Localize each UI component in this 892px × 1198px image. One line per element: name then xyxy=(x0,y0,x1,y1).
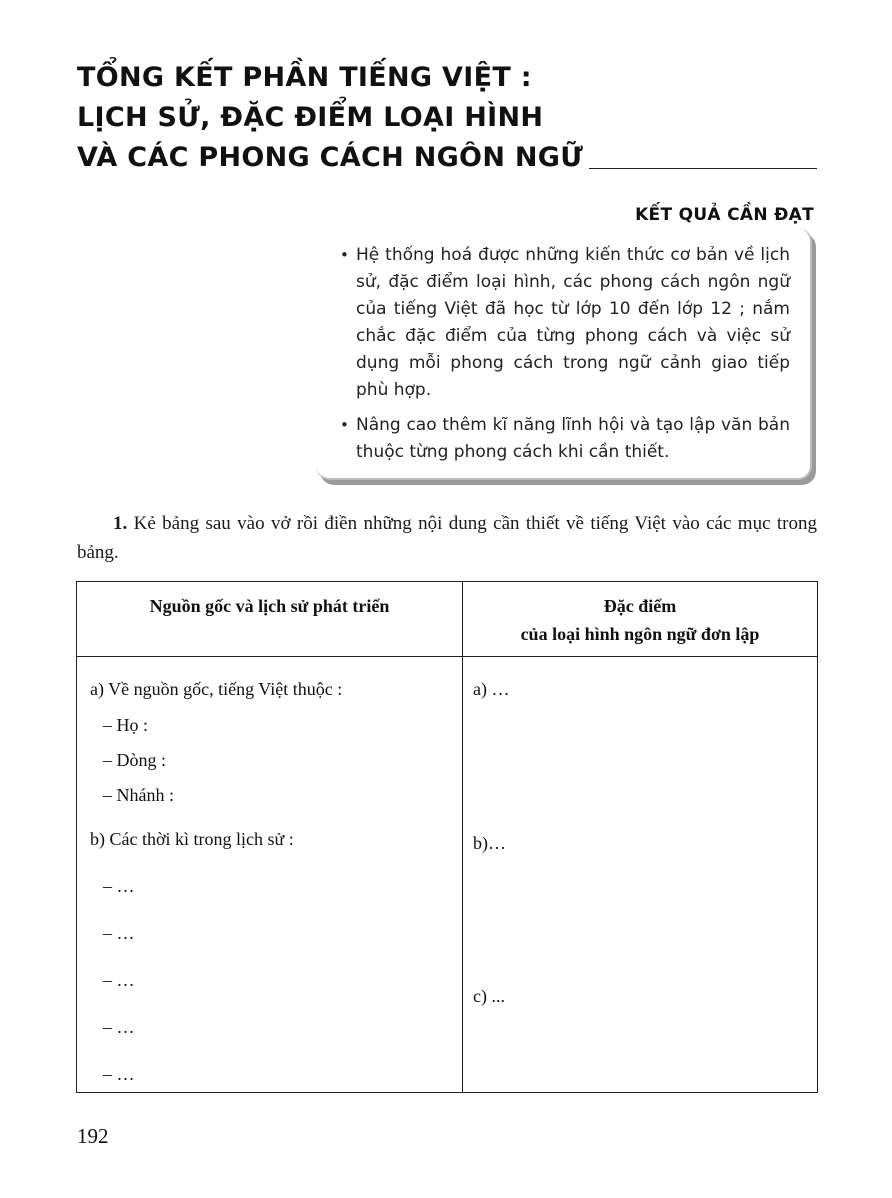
exercise-number: 1. xyxy=(113,513,128,534)
header-origin-history xyxy=(77,592,462,620)
header-right-line2: của loại hình ngôn ngữ đơn lập xyxy=(520,624,760,644)
origin-family: – Họ : xyxy=(103,715,148,735)
outcome-text: Nâng cao thêm kĩ năng lĩnh hội và tạo lập văn bản thuộc từng phong cách khi cần thiết. xyxy=(356,415,790,462)
period-item: – … xyxy=(103,923,135,943)
outcome-text: Hệ thống hoá được những kiến thức cơ bản về lịch sử, đặc điểm loại hình, các phong cách ngôn ngữ của tiếng Việt đã học từ lớp 10 đến lớp 12 ; nắm chắc đặc điểm của từng phong cách và việc sử dụng mỗi phong cách trong ngữ cảnh giao tiếp phù hợp. xyxy=(356,245,790,400)
period-item: – … xyxy=(103,1064,135,1084)
outcomes-list xyxy=(340,242,790,474)
periods-label: b) Các thời kì trong lịch sử : xyxy=(90,829,294,849)
bullet-icon: • xyxy=(340,246,349,264)
outcome-item xyxy=(340,242,790,404)
title-line-1: TỔNG KẾT PHẦN TIẾNG VIỆT : xyxy=(77,62,532,93)
period-item: – … xyxy=(103,970,135,990)
exercise-text: Kẻ bảng sau vào vở rồi điền những nội dung cần thiết về tiếng Việt vào các mục trong bảng. xyxy=(77,513,817,563)
title-line-2: LỊCH SỬ, ĐẶC ĐIỂM LOẠI HÌNH xyxy=(77,102,544,133)
origin-label: a) Về nguồn gốc, tiếng Việt thuộc : xyxy=(90,679,343,699)
header-right-line1: Đặc điểm xyxy=(603,596,677,616)
origin-subbranch: – Nhánh : xyxy=(103,785,174,805)
origin-branch: – Dòng : xyxy=(103,750,166,770)
characteristic-b: b)… xyxy=(473,833,506,853)
outcome-item xyxy=(340,412,790,466)
characteristic-a: a) … xyxy=(473,679,510,699)
exercise-instruction xyxy=(77,509,817,567)
header-left-text: Nguồn gốc và lịch sử phát triển xyxy=(149,596,390,616)
summary-table xyxy=(76,581,818,1093)
page-number: 192 xyxy=(77,1124,109,1148)
header-characteristics xyxy=(463,592,817,648)
characteristic-c: c) ... xyxy=(473,986,505,1006)
outcomes-box xyxy=(316,228,812,480)
title-underline-rule xyxy=(589,168,817,169)
period-item: – … xyxy=(103,1017,135,1037)
header-divider xyxy=(77,656,817,657)
bullet-icon: • xyxy=(340,416,349,434)
outcomes-heading: KẾT QUẢ CẦN ĐẠT xyxy=(635,205,814,225)
title-line-3: VÀ CÁC PHONG CÁCH NGÔN NGỮ xyxy=(77,142,584,173)
period-item: – … xyxy=(103,876,135,896)
title-line-3-row xyxy=(77,138,817,178)
column-divider xyxy=(462,582,463,1092)
chapter-title xyxy=(77,58,817,178)
